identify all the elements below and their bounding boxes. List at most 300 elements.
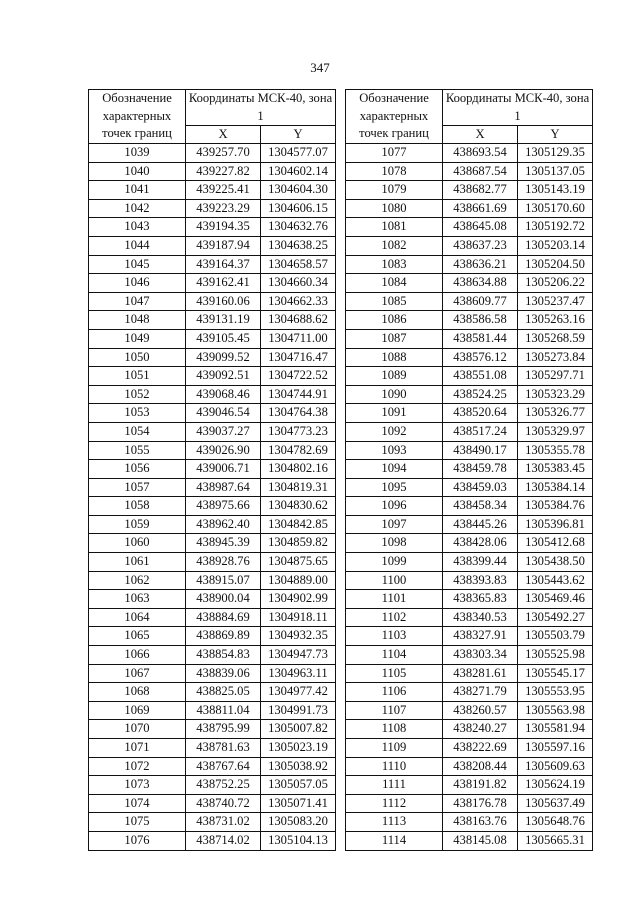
x-coordinate-cell: 438459.03	[443, 478, 518, 497]
x-coordinate-cell: 438687.54	[443, 162, 518, 181]
y-coordinate-cell: 1304577.07	[261, 144, 336, 163]
point-number-cell: 1080	[346, 199, 443, 218]
point-number-cell: 1114	[346, 831, 443, 850]
table-row	[89, 794, 336, 813]
table-row	[346, 720, 593, 739]
point-number-cell: 1073	[89, 776, 186, 795]
y-coordinate-cell: 1305438.50	[518, 553, 593, 572]
y-coordinate-cell: 1305384.14	[518, 478, 593, 497]
table-row	[346, 460, 593, 479]
y-coordinate-cell: 1305297.71	[518, 367, 593, 386]
y-coordinate-cell: 1304764.38	[261, 404, 336, 423]
point-number-cell: 1039	[89, 144, 186, 163]
x-coordinate-cell: 438458.34	[443, 497, 518, 516]
point-number-cell: 1048	[89, 311, 186, 330]
table-row	[346, 515, 593, 534]
table-row	[89, 329, 336, 348]
y-coordinate-cell: 1305525.98	[518, 646, 593, 665]
x-coordinate-cell: 438714.02	[186, 831, 261, 850]
x-coordinate-cell: 439194.35	[186, 218, 261, 237]
x-coordinate-cell: 438222.69	[443, 739, 518, 758]
y-header: Y	[518, 126, 593, 144]
point-number-cell: 1109	[346, 739, 443, 758]
x-coordinate-cell: 438915.07	[186, 571, 261, 590]
point-number-cell: 1058	[89, 497, 186, 516]
y-coordinate-cell: 1304773.23	[261, 422, 336, 441]
table-row	[346, 683, 593, 702]
y-coordinate-cell: 1304842.85	[261, 515, 336, 534]
y-coordinate-cell: 1305384.76	[518, 497, 593, 516]
y-coordinate-cell: 1304859.82	[261, 534, 336, 553]
table-row	[89, 274, 336, 293]
table-row	[346, 478, 593, 497]
x-coordinate-cell: 438340.53	[443, 608, 518, 627]
point-number-cell: 1042	[89, 199, 186, 218]
y-coordinate-cell: 1305137.05	[518, 162, 593, 181]
table-row	[346, 831, 593, 850]
point-number-cell: 1060	[89, 534, 186, 553]
table-row	[89, 683, 336, 702]
x-coordinate-cell: 438176.78	[443, 794, 518, 813]
point-number-cell: 1051	[89, 367, 186, 386]
point-label-header: Обозначение характерных точек границ	[346, 90, 443, 144]
point-number-cell: 1063	[89, 590, 186, 609]
x-coordinate-cell: 439223.29	[186, 199, 261, 218]
x-coordinate-cell: 438428.06	[443, 534, 518, 553]
table-row	[89, 701, 336, 720]
x-header: X	[186, 126, 261, 144]
y-coordinate-cell: 1305383.45	[518, 460, 593, 479]
y-coordinate-cell: 1304711.00	[261, 329, 336, 348]
x-coordinate-cell: 438767.64	[186, 757, 261, 776]
x-coordinate-cell: 439092.51	[186, 367, 261, 386]
y-header: Y	[261, 126, 336, 144]
y-coordinate-cell: 1304638.25	[261, 236, 336, 255]
point-number-cell: 1085	[346, 292, 443, 311]
x-coordinate-cell: 439225.41	[186, 181, 261, 200]
x-coordinate-cell: 439068.46	[186, 385, 261, 404]
point-number-cell: 1046	[89, 274, 186, 293]
point-number-cell: 1068	[89, 683, 186, 702]
point-number-cell: 1099	[346, 553, 443, 572]
y-coordinate-cell: 1305071.41	[261, 794, 336, 813]
x-coordinate-cell: 438884.69	[186, 608, 261, 627]
point-number-cell: 1102	[346, 608, 443, 627]
point-number-cell: 1070	[89, 720, 186, 739]
x-header: X	[443, 126, 518, 144]
table-row	[89, 608, 336, 627]
point-number-cell: 1100	[346, 571, 443, 590]
y-coordinate-cell: 1304947.73	[261, 646, 336, 665]
y-coordinate-cell: 1304606.15	[261, 199, 336, 218]
x-coordinate-cell: 439131.19	[186, 311, 261, 330]
point-number-cell: 1106	[346, 683, 443, 702]
x-coordinate-cell: 438191.82	[443, 776, 518, 795]
y-coordinate-cell: 1304963.11	[261, 664, 336, 683]
x-coordinate-cell: 438551.08	[443, 367, 518, 386]
table-row	[346, 385, 593, 404]
x-coordinate-cell: 439099.52	[186, 348, 261, 367]
x-coordinate-cell: 438900.04	[186, 590, 261, 609]
table-row	[89, 255, 336, 274]
table-row	[346, 813, 593, 832]
point-number-cell: 1066	[89, 646, 186, 665]
y-coordinate-cell: 1305007.82	[261, 720, 336, 739]
table-row	[89, 515, 336, 534]
table-row	[89, 757, 336, 776]
x-coordinate-cell: 438740.72	[186, 794, 261, 813]
x-coordinate-cell: 438581.44	[443, 329, 518, 348]
point-number-cell: 1104	[346, 646, 443, 665]
x-coordinate-cell: 438693.54	[443, 144, 518, 163]
x-coordinate-cell: 438576.12	[443, 348, 518, 367]
y-coordinate-cell: 1305206.22	[518, 274, 593, 293]
y-coordinate-cell: 1305412.68	[518, 534, 593, 553]
point-number-cell: 1090	[346, 385, 443, 404]
y-coordinate-cell: 1305503.79	[518, 627, 593, 646]
x-coordinate-cell: 438517.24	[443, 422, 518, 441]
y-coordinate-cell: 1305143.19	[518, 181, 593, 200]
x-coordinate-cell: 438365.83	[443, 590, 518, 609]
x-coordinate-cell: 438240.27	[443, 720, 518, 739]
y-coordinate-cell: 1305492.27	[518, 608, 593, 627]
y-coordinate-cell: 1304782.69	[261, 441, 336, 460]
y-coordinate-cell: 1305563.98	[518, 701, 593, 720]
point-number-cell: 1082	[346, 236, 443, 255]
table-row	[346, 534, 593, 553]
y-coordinate-cell: 1304604.30	[261, 181, 336, 200]
table-row	[346, 144, 593, 163]
point-number-cell: 1103	[346, 627, 443, 646]
table-row	[346, 646, 593, 665]
y-coordinate-cell: 1305057.05	[261, 776, 336, 795]
point-number-cell: 1047	[89, 292, 186, 311]
y-coordinate-cell: 1305237.47	[518, 292, 593, 311]
table-row	[89, 385, 336, 404]
point-number-cell: 1094	[346, 460, 443, 479]
x-coordinate-cell: 438945.39	[186, 534, 261, 553]
y-coordinate-cell: 1305170.60	[518, 199, 593, 218]
y-coordinate-cell: 1304716.47	[261, 348, 336, 367]
x-coordinate-cell: 438869.89	[186, 627, 261, 646]
x-coordinate-cell: 438636.21	[443, 255, 518, 274]
table-row	[89, 460, 336, 479]
table-row	[346, 441, 593, 460]
x-coordinate-cell: 438271.79	[443, 683, 518, 702]
table-row	[89, 739, 336, 758]
point-number-cell: 1050	[89, 348, 186, 367]
point-number-cell: 1067	[89, 664, 186, 683]
y-coordinate-cell: 1305624.19	[518, 776, 593, 795]
coordinates-table-left	[88, 89, 336, 851]
y-coordinate-cell: 1304819.31	[261, 478, 336, 497]
y-coordinate-cell: 1304602.14	[261, 162, 336, 181]
x-coordinate-cell: 438795.99	[186, 720, 261, 739]
table-row	[89, 478, 336, 497]
y-coordinate-cell: 1304722.52	[261, 367, 336, 386]
y-coordinate-cell: 1305204.50	[518, 255, 593, 274]
y-coordinate-cell: 1305553.95	[518, 683, 593, 702]
table-row	[346, 181, 593, 200]
y-coordinate-cell: 1305609.63	[518, 757, 593, 776]
y-coordinate-cell: 1305203.14	[518, 236, 593, 255]
point-number-cell: 1083	[346, 255, 443, 274]
point-number-cell: 1113	[346, 813, 443, 832]
y-coordinate-cell: 1304662.33	[261, 292, 336, 311]
point-number-cell: 1110	[346, 757, 443, 776]
table-row	[89, 590, 336, 609]
table-row	[346, 608, 593, 627]
x-coordinate-cell: 438520.64	[443, 404, 518, 423]
coords-title-header: Координаты МСК-40, зона 1	[443, 90, 593, 126]
y-coordinate-cell: 1305396.81	[518, 515, 593, 534]
point-number-cell: 1059	[89, 515, 186, 534]
y-coordinate-cell: 1305665.31	[518, 831, 593, 850]
y-coordinate-cell: 1305545.17	[518, 664, 593, 683]
point-number-cell: 1054	[89, 422, 186, 441]
point-number-cell: 1111	[346, 776, 443, 795]
x-coordinate-cell: 438928.76	[186, 553, 261, 572]
x-coordinate-cell: 439046.54	[186, 404, 261, 423]
x-coordinate-cell: 439164.37	[186, 255, 261, 274]
x-coordinate-cell: 439160.06	[186, 292, 261, 311]
table-row	[346, 571, 593, 590]
x-coordinate-cell: 438975.66	[186, 497, 261, 516]
y-coordinate-cell: 1305129.35	[518, 144, 593, 163]
coords-title-header: Координаты МСК-40, зона 1	[186, 90, 336, 126]
y-coordinate-cell: 1305192.72	[518, 218, 593, 237]
point-number-cell: 1108	[346, 720, 443, 739]
y-coordinate-cell: 1305329.97	[518, 422, 593, 441]
table-row	[89, 236, 336, 255]
point-number-cell: 1093	[346, 441, 443, 460]
table-row	[89, 348, 336, 367]
x-coordinate-cell: 438399.44	[443, 553, 518, 572]
x-coordinate-cell: 439227.82	[186, 162, 261, 181]
point-number-cell: 1044	[89, 236, 186, 255]
point-number-cell: 1045	[89, 255, 186, 274]
x-coordinate-cell: 439006.71	[186, 460, 261, 479]
point-number-cell: 1041	[89, 181, 186, 200]
table-row	[346, 292, 593, 311]
table-body	[346, 144, 593, 851]
x-coordinate-cell: 438524.25	[443, 385, 518, 404]
table-row	[346, 757, 593, 776]
table-row	[346, 199, 593, 218]
point-number-cell: 1084	[346, 274, 443, 293]
table-row	[346, 627, 593, 646]
y-coordinate-cell: 1305637.49	[518, 794, 593, 813]
table-row	[346, 497, 593, 516]
point-number-cell: 1072	[89, 757, 186, 776]
point-number-cell: 1065	[89, 627, 186, 646]
point-number-cell: 1040	[89, 162, 186, 181]
y-coordinate-cell: 1304932.35	[261, 627, 336, 646]
point-number-cell: 1091	[346, 404, 443, 423]
x-coordinate-cell: 438645.08	[443, 218, 518, 237]
point-number-cell: 1088	[346, 348, 443, 367]
table-row	[89, 553, 336, 572]
table-row	[89, 831, 336, 850]
point-number-cell: 1064	[89, 608, 186, 627]
y-coordinate-cell: 1304875.65	[261, 553, 336, 572]
table-row	[89, 720, 336, 739]
x-coordinate-cell: 438208.44	[443, 757, 518, 776]
y-coordinate-cell: 1304632.76	[261, 218, 336, 237]
point-number-cell: 1092	[346, 422, 443, 441]
table-row	[89, 571, 336, 590]
y-coordinate-cell: 1304902.99	[261, 590, 336, 609]
y-coordinate-cell: 1304744.91	[261, 385, 336, 404]
x-coordinate-cell: 438962.40	[186, 515, 261, 534]
x-coordinate-cell: 438609.77	[443, 292, 518, 311]
table-row	[89, 534, 336, 553]
point-number-cell: 1069	[89, 701, 186, 720]
point-number-cell: 1105	[346, 664, 443, 683]
table-row	[346, 218, 593, 237]
table-row	[89, 144, 336, 163]
x-coordinate-cell: 438459.78	[443, 460, 518, 479]
table-row	[89, 627, 336, 646]
point-number-cell: 1062	[89, 571, 186, 590]
x-coordinate-cell: 438586.58	[443, 311, 518, 330]
table-row	[346, 776, 593, 795]
table-row	[346, 329, 593, 348]
x-coordinate-cell: 438445.26	[443, 515, 518, 534]
point-number-cell: 1089	[346, 367, 443, 386]
point-number-cell: 1076	[89, 831, 186, 850]
point-number-cell: 1086	[346, 311, 443, 330]
table-row	[346, 664, 593, 683]
point-number-cell: 1097	[346, 515, 443, 534]
point-number-cell: 1077	[346, 144, 443, 163]
y-coordinate-cell: 1305469.46	[518, 590, 593, 609]
x-coordinate-cell: 438661.69	[443, 199, 518, 218]
y-coordinate-cell: 1304830.62	[261, 497, 336, 516]
x-coordinate-cell: 438839.06	[186, 664, 261, 683]
table-row	[89, 497, 336, 516]
point-number-cell: 1057	[89, 478, 186, 497]
table-row	[346, 236, 593, 255]
table-row	[346, 367, 593, 386]
table-row	[89, 181, 336, 200]
x-coordinate-cell: 438637.23	[443, 236, 518, 255]
x-coordinate-cell: 438490.17	[443, 441, 518, 460]
table-row	[89, 367, 336, 386]
y-coordinate-cell: 1305038.92	[261, 757, 336, 776]
table-row	[346, 162, 593, 181]
point-number-cell: 1071	[89, 739, 186, 758]
x-coordinate-cell: 439187.94	[186, 236, 261, 255]
table-row	[346, 590, 593, 609]
x-coordinate-cell: 438854.83	[186, 646, 261, 665]
table-row	[89, 664, 336, 683]
y-coordinate-cell: 1305104.13	[261, 831, 336, 850]
x-coordinate-cell: 439037.27	[186, 422, 261, 441]
y-coordinate-cell: 1304889.00	[261, 571, 336, 590]
y-coordinate-cell: 1304991.73	[261, 701, 336, 720]
y-coordinate-cell: 1305323.29	[518, 385, 593, 404]
point-number-cell: 1079	[346, 181, 443, 200]
page-number: 347	[310, 60, 330, 75]
x-coordinate-cell: 438163.76	[443, 813, 518, 832]
point-number-cell: 1081	[346, 218, 443, 237]
table-row	[89, 311, 336, 330]
y-coordinate-cell: 1305263.16	[518, 311, 593, 330]
y-coordinate-cell: 1305443.62	[518, 571, 593, 590]
x-coordinate-cell: 439026.90	[186, 441, 261, 460]
table-row	[346, 404, 593, 423]
table-row	[346, 739, 593, 758]
point-number-cell: 1101	[346, 590, 443, 609]
x-coordinate-cell: 439162.41	[186, 274, 261, 293]
x-coordinate-cell: 439257.70	[186, 144, 261, 163]
table-row	[89, 218, 336, 237]
table-row	[346, 348, 593, 367]
y-coordinate-cell: 1305355.78	[518, 441, 593, 460]
table-row	[89, 199, 336, 218]
x-coordinate-cell: 438825.05	[186, 683, 261, 702]
table-row	[89, 813, 336, 832]
table-body	[89, 144, 336, 851]
x-coordinate-cell: 438781.63	[186, 739, 261, 758]
x-coordinate-cell: 438145.08	[443, 831, 518, 850]
x-coordinate-cell: 438752.25	[186, 776, 261, 795]
y-coordinate-cell: 1305023.19	[261, 739, 336, 758]
point-number-cell: 1095	[346, 478, 443, 497]
y-coordinate-cell: 1305268.59	[518, 329, 593, 348]
table-row	[346, 311, 593, 330]
point-number-cell: 1061	[89, 553, 186, 572]
y-coordinate-cell: 1304658.57	[261, 255, 336, 274]
table-row	[89, 776, 336, 795]
table-row	[346, 255, 593, 274]
table-row	[89, 292, 336, 311]
point-number-cell: 1087	[346, 329, 443, 348]
y-coordinate-cell: 1305648.76	[518, 813, 593, 832]
point-number-cell: 1049	[89, 329, 186, 348]
y-coordinate-cell: 1305083.20	[261, 813, 336, 832]
point-number-cell: 1078	[346, 162, 443, 181]
point-number-cell: 1074	[89, 794, 186, 813]
table-row	[346, 422, 593, 441]
y-coordinate-cell: 1305597.16	[518, 739, 593, 758]
table-row	[346, 701, 593, 720]
point-number-cell: 1055	[89, 441, 186, 460]
y-coordinate-cell: 1304977.42	[261, 683, 336, 702]
table-row	[346, 794, 593, 813]
y-coordinate-cell: 1305581.94	[518, 720, 593, 739]
coordinates-table-right	[345, 89, 593, 851]
table-row	[89, 162, 336, 181]
x-coordinate-cell: 438731.02	[186, 813, 261, 832]
table-row	[346, 274, 593, 293]
y-coordinate-cell: 1304660.34	[261, 274, 336, 293]
point-number-cell: 1043	[89, 218, 186, 237]
point-number-cell: 1053	[89, 404, 186, 423]
point-label-header: Обозначение характерных точек границ	[89, 90, 186, 144]
point-number-cell: 1052	[89, 385, 186, 404]
point-number-cell: 1056	[89, 460, 186, 479]
point-number-cell: 1098	[346, 534, 443, 553]
x-coordinate-cell: 438260.57	[443, 701, 518, 720]
x-coordinate-cell: 438303.34	[443, 646, 518, 665]
table-row	[89, 422, 336, 441]
y-coordinate-cell: 1305273.84	[518, 348, 593, 367]
x-coordinate-cell: 438393.83	[443, 571, 518, 590]
point-number-cell: 1107	[346, 701, 443, 720]
x-coordinate-cell: 438281.61	[443, 664, 518, 683]
